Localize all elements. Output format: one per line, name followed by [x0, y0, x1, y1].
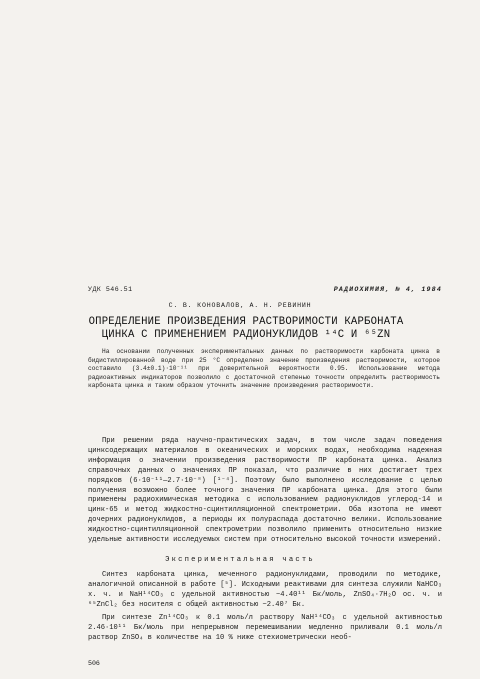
synthesis-paragraph: Синтез карбоната цинка, меченного радионуклидами, проводили по методике, аналогичной описанной в работе [⁵]. Исходными реактивами для синтеза служили NaHCO₃ х. ч. и NaH¹⁴CO₃ с удельной активностью ~4.40¹¹ Бк/моль, ZnSO₄·7H₂O ос. ч. и ⁶⁵ZnCl₂ без носителя с общей активностью ~2.40⁷ Бк. — [88, 571, 442, 609]
article-title — [60, 316, 432, 342]
intro-paragraph: При решении ряда научно-практических задач, в том числе задач поведения цинксодержащих материалов в океанических и морских водах, необходима надежная информация о значении произведения растворимости ПР карбоната цинка. Анализ справочных данных о значениях ПР показал, что различие в них достигает трех порядков (6·10⁻¹¹—2.7·10⁻⁸) [¹⁻⁴]. Поэтому было выполнено исследование с целью получения возможно более точного значения ПР карбоната цинка. Для этого были применены радиохимическая методика с использованием радионуклидов углерод-14 и цинк-65 и метод жидкостно-сцинтилляционной спектрометрии. Оба изотопа не имеют дочерних радионуклидов, а периоды их полураспада достаточно велики. Использование жидкостно-сцинтилляционной спектрометрии позволило применить относительно низкие удельные активности исследуемых систем при относительно высокой точности измерений. — [88, 437, 442, 545]
title-line-1: ОПРЕДЕЛЕНИЕ ПРОИЗВЕДЕНИЯ РАСТВОРИМОСТИ КАРБОНАТА — [88, 316, 404, 328]
authors-line: С. В. КОНОВАЛОВ, А. Н. РЕВИНИН — [168, 302, 312, 309]
page-number: 506 — [88, 660, 100, 667]
journal-name: РАДИОХИМИЯ, № 4, 1984 — [333, 286, 442, 293]
section-heading: Экспериментальная часть — [165, 556, 315, 564]
abstract: На основании полученных экспериментальных данных по растворимости карбоната цинка в бидистиллированной воде при 25 °С определено значение произведения растворимости, которое составило (3.4±0.1)·10⁻¹¹ при доверительной вероятности 0.95. Использование метода радиоактивных индикаторов позволило с достаточной степенью точности определить растворимость карбоната цинка и таким образом уточнить значение произведения растворимости. — [88, 348, 440, 390]
title-line-2: ЦИНКА С ПРИМЕНЕНИЕМ РАДИОНУКЛИДОВ ¹⁴C И ⁶⁵ZN — [101, 329, 391, 341]
udc-code: УДК 546.51 — [88, 286, 133, 293]
procedure-paragraph: При синтезе Zn¹⁴CO₃ к 0.1 моль/л раствору NaH¹⁴CO₃ с удельной активностью 2.46·10¹¹ Бк/моль при непрерывном перемешивании медленно приливали 0.1 моль/л раствор ZnSO₄ в количестве на 10 % ниже стехиометрически необ- — [88, 614, 442, 642]
